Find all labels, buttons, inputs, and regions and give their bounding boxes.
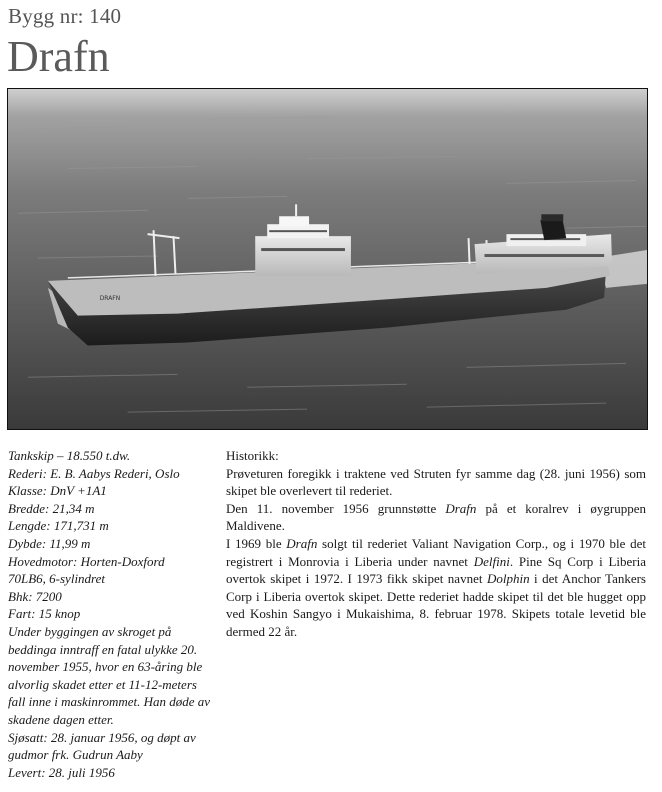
ship-photo [7,88,648,430]
funnel-top [541,214,563,221]
spec-owner: Rederi: E. B. Aabys Rederi, Oslo [8,465,180,481]
ship-funnel [540,218,566,240]
history-paragraph-2: Den 11. november 1956 grunnstøtte Drafn på et koralrev i øygruppen Maldivene. [226,500,646,534]
history-paragraph-1: Prøveturen foregikk i traktene ved Struten fyr samme dag (28. juni 1956) som skipet ble overlevert til rederiet. [226,465,646,499]
history-heading: Historikk: [226,448,279,463]
spec-launch: Sjøsatt: 28. januar 1956, og døpt av gudmor frk. Gudrun Aaby [8,729,196,763]
history-section [226,447,646,641]
spec-type: Tankskip – 18.550 t.dw. [8,448,131,463]
spec-engine: Hovedmotor: Horten-Doxford [8,553,165,569]
spec-length: Lengde: 171,731 m [8,518,109,534]
ship-title: Drafn [7,32,110,81]
spec-engine-model: 70LB6, 6-sylindret [8,571,106,587]
spec-delivered: Levert: 28. juli 1956 [8,764,115,780]
hull-lettering: DRAFN [99,294,121,302]
build-number: Bygg nr: 140 [8,4,122,28]
ship-photo-drawing [8,89,647,429]
history-paragraph-3: I 1969 ble Drafn solgt til rederiet Valiant Navigation Corp., og i 1970 ble det registrert i Monrovia i Liberia under navnet Delfini. Pine Sq Corp i Liberia overtok skipet i 1972. I 1973 fikk skipet navnet Dolphin i det Anchor Tankers Corp i Liberia overtok skipet. Dette rederiet hadde skipet til det ble hugget opp ved Koshin Sangyo i Mukaishima, 8. februar 1978. Skipets totale levetid ble dermed 22 år. [226,535,646,639]
spec-beam: Bredde: 21,34 m [8,500,95,516]
spec-horsepower: Bhk: 7200 [8,588,62,604]
spec-depth: Dybde: 11,99 m [8,535,91,551]
spec-speed: Fart: 15 knop [8,606,81,622]
ship-specifications [8,447,216,781]
spec-class: Klasse: DnV +1A1 [8,483,107,499]
spec-accident-note: Under byggingen av skroget på beddinga inntraff en fatal ulykke 20. november 1955, hvor en 63-åring ble alvorlig skadet etter et 11-12-meters fall inne i maskinrommet. Han døde av skadene dagen etter. [8,623,211,727]
